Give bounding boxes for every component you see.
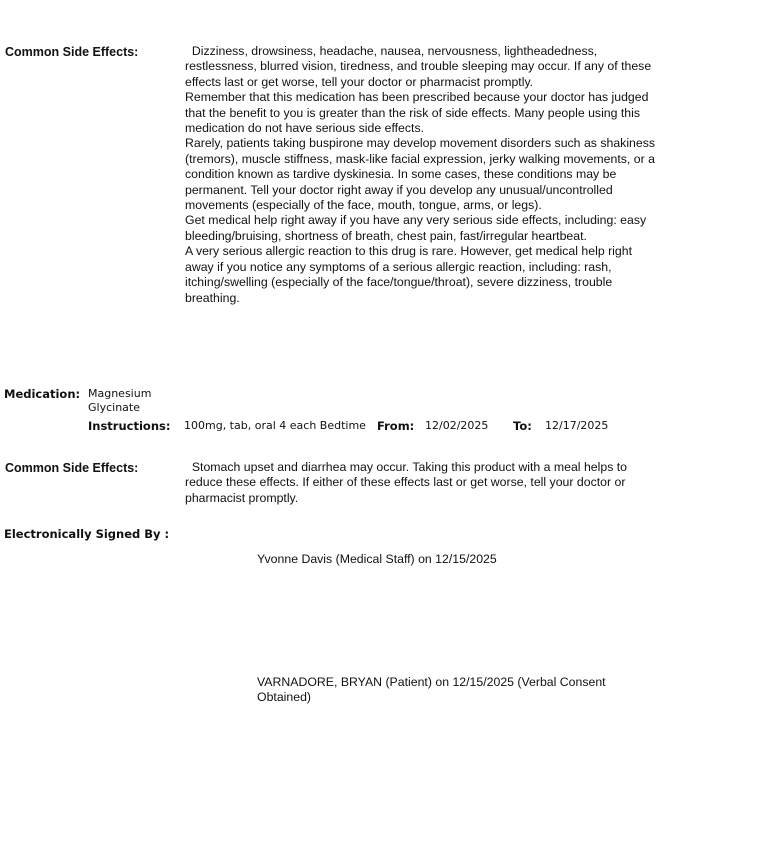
medication-name-line: Magnesium (88, 387, 152, 400)
instructions-label: Instructions: (88, 419, 171, 433)
signed-by-label: Electronically Signed By : (4, 527, 170, 541)
side-effects-paragraph: Rarely, patients taking buspirone may develop movement disorders such as shakiness (tremors), muscle stiffness, mask-like facial expression, jerky walking movements, or a condition known as tardive dyskinesia. In some cases, these conditions may be permanent. Tell your doctor right away if you develop any unusual/uncontrolled movements (especially of the face, mouth, tongue, arms, or legs). (185, 136, 656, 213)
from-date: 12/02/2025 (425, 419, 489, 432)
to-label: To: (513, 419, 532, 433)
side-effects-paragraph: Get medical help right away if you have any very serious side effects, including: easy bleeding/bruising, shortness of breath, chest pain, fast/irregular heartbeat. (185, 213, 647, 243)
common-side-effects-label: Common Side Effects: (5, 45, 139, 59)
medication-name-line: Glycinate (88, 400, 140, 414)
medication-label: Medication: (4, 387, 81, 401)
patient-signature: VARNADORE, BRYAN (Patient) on 12/15/2025 (Verbal Consent Obtained) (257, 675, 606, 705)
side-effects-paragraph: Dizziness, drowsiness, headache, nausea, nervousness, lightheadedness, restlessness, blurred vision, tiredness, and trouble sleeping may occur. If any of these effects last or get worse, tell your doctor or pharmacist promptly. (185, 44, 652, 89)
side-effects-paragraph: Remember that this medication has been prescribed because your doctor has judged that the benefit to you is greater than the risk of side effects. Many people using this medication do not have serious side effects. (185, 90, 649, 136)
medication-name (88, 387, 151, 414)
instructions-value: 100mg, tab, oral 4 each Bedtime (184, 419, 366, 432)
staff-signature: Yvonne Davis (Medical Staff) on 12/15/2025 (257, 552, 497, 566)
from-label: From: (377, 419, 415, 433)
side-effects-text (185, 44, 660, 306)
side-effects-paragraph: A very serious allergic reaction to this drug is rare. However, get medical help right away if you notice any symptoms of a serious allergic reaction, including: rash, itching/swelling (especially of the face/tongue/throat), severe dizziness, trouble breathing. (185, 244, 632, 305)
side-effects-text: Stomach upset and diarrhea may occur. Taking this product with a meal helps to reduce these effects. If either of these effects last or get worse, tell your doctor or pharmacist promptly. (185, 460, 628, 505)
common-side-effects-label: Common Side Effects: (5, 461, 139, 475)
to-date: 12/17/2025 (545, 419, 609, 432)
